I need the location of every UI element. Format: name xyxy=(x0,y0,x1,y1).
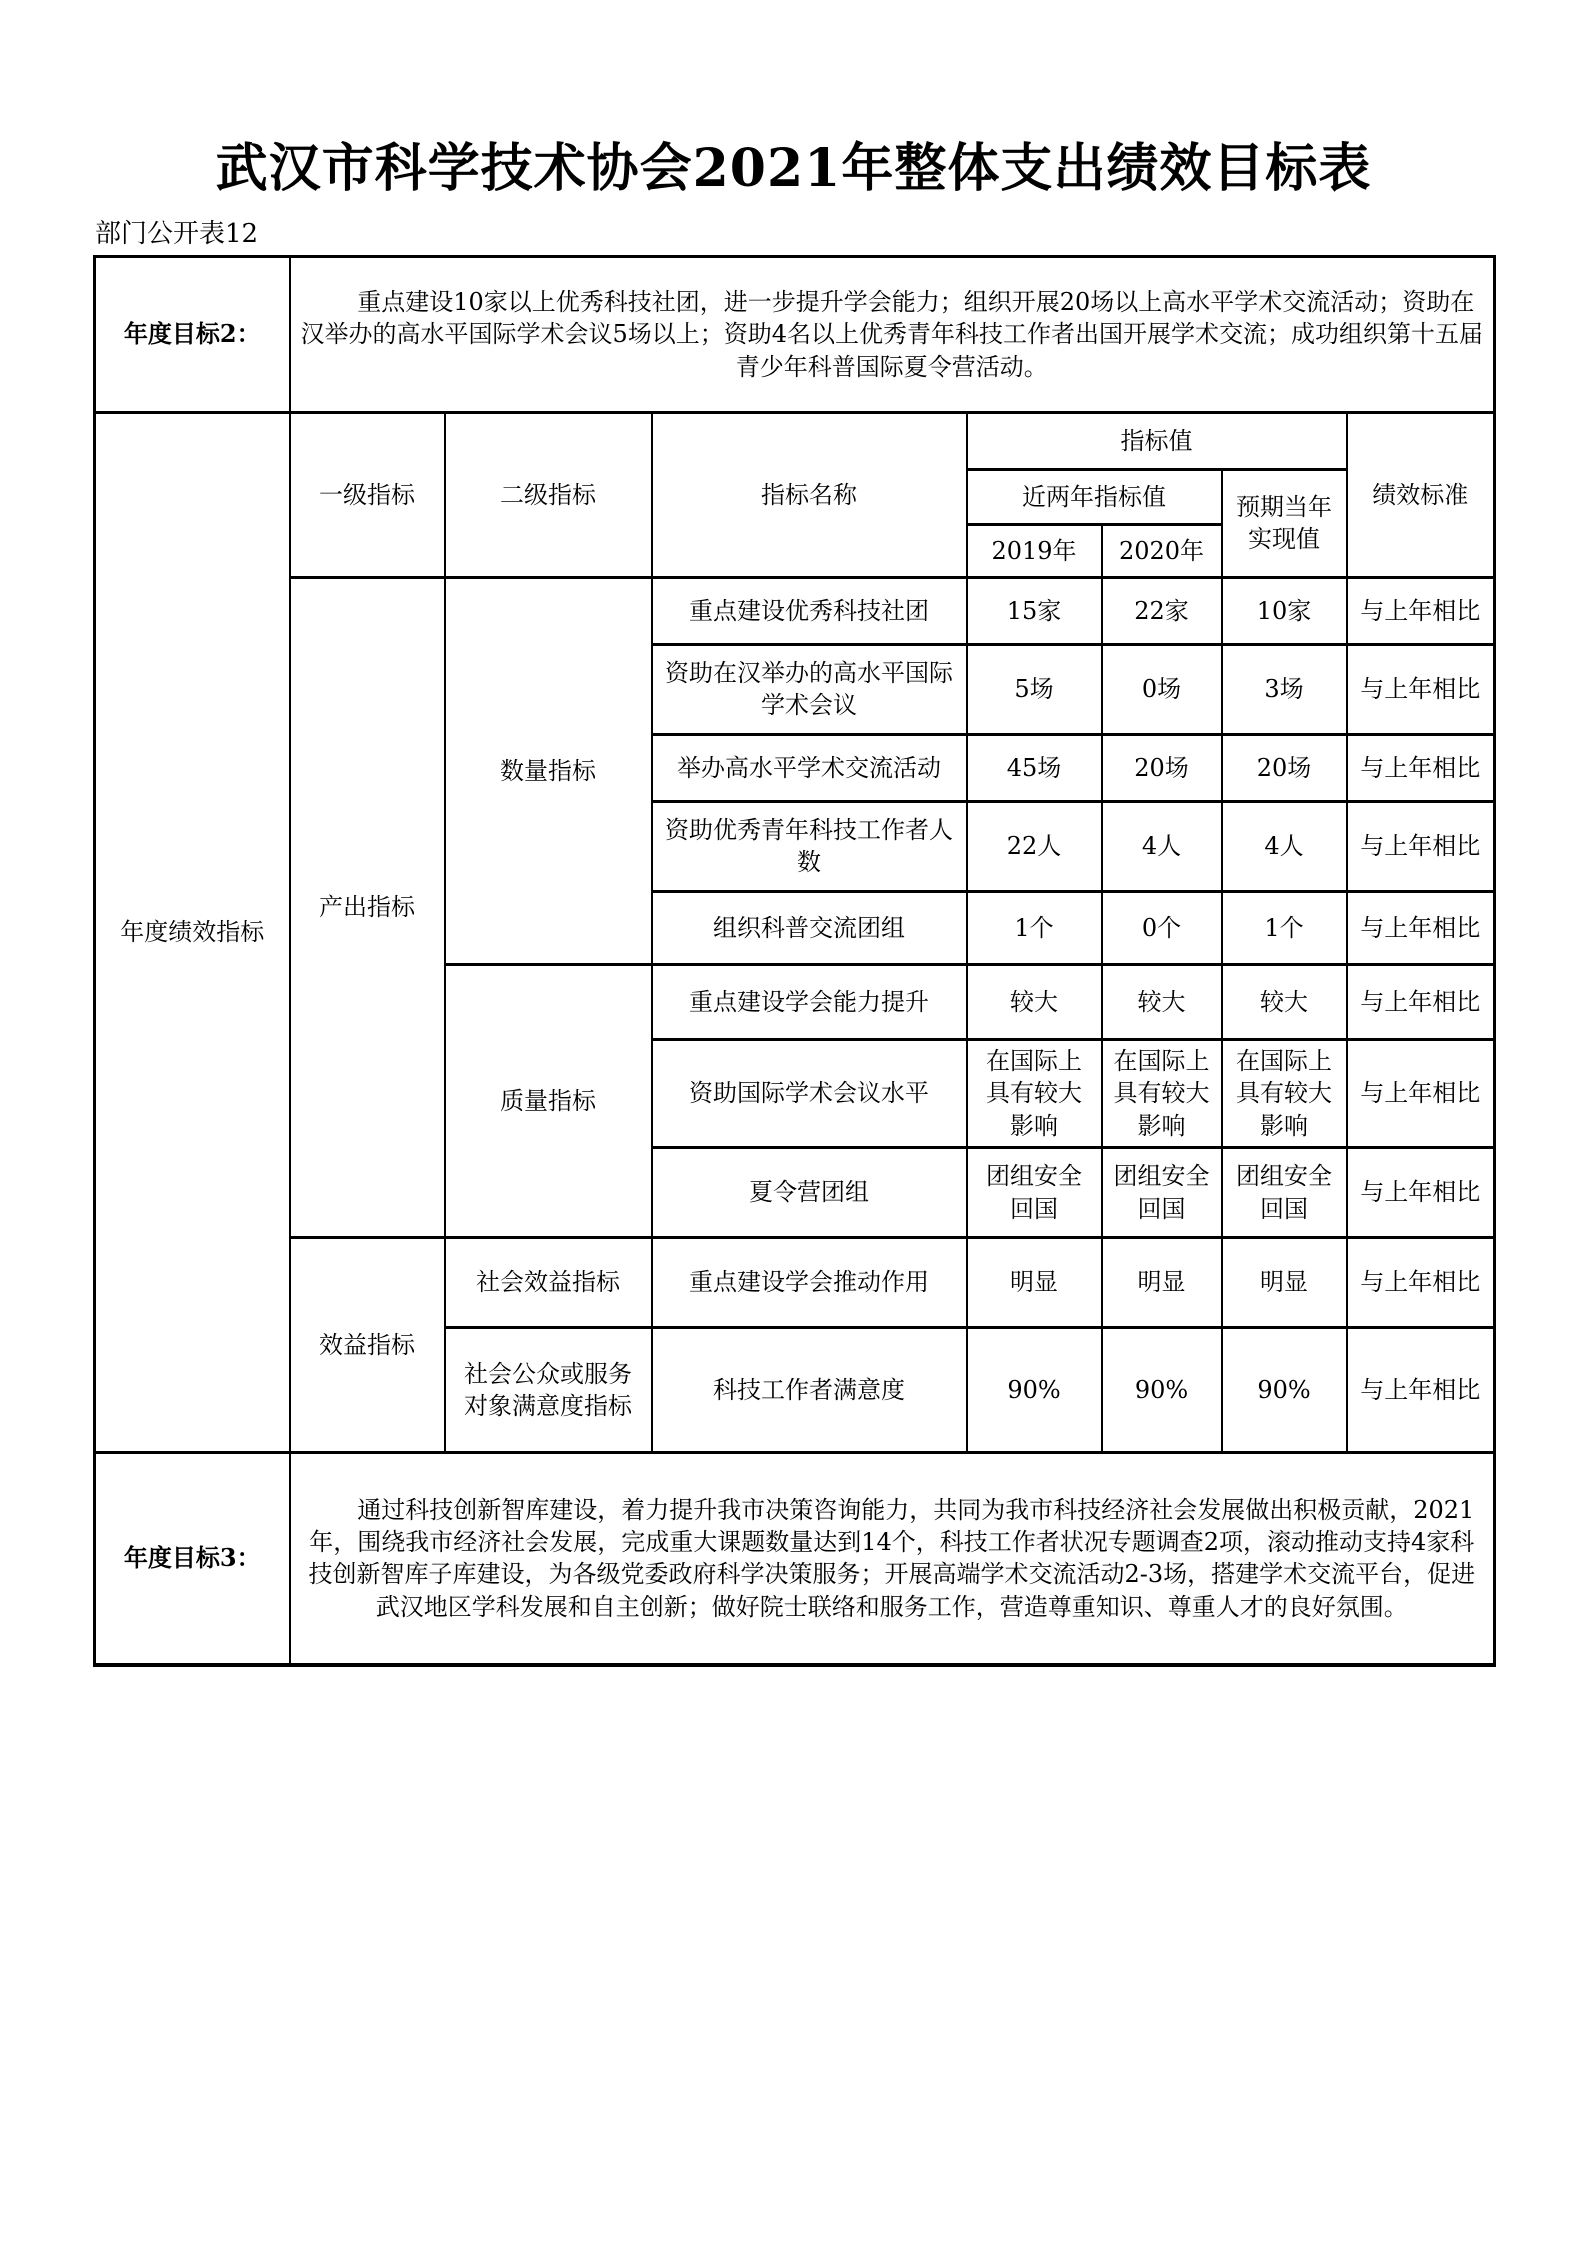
performance-target-table xyxy=(93,255,1496,1667)
indicator-name-cell: 重点建设学会推动作用 xyxy=(652,1238,967,1328)
standard-cell: 与上年相比 xyxy=(1347,577,1495,644)
value-2019-cell: 22人 xyxy=(967,801,1102,891)
value-2019-cell: 团组安全回国 xyxy=(967,1148,1102,1238)
header-recent-two-years: 近两年指标值 xyxy=(967,469,1222,524)
header-indicator-name: 指标名称 xyxy=(652,412,967,577)
value-2019-cell: 较大 xyxy=(967,964,1102,1039)
value-2020-cell: 4人 xyxy=(1102,801,1222,891)
level2-cell: 社会效益指标 xyxy=(445,1238,652,1328)
header-level1: 一级指标 xyxy=(290,412,445,577)
expected-value-cell: 较大 xyxy=(1222,964,1347,1039)
value-2020-cell: 明显 xyxy=(1102,1238,1222,1328)
goal2-text: 重点建设10家以上优秀科技社团，进一步提升学会能力；组织开展20场以上高水平学术交流活动；资助在汉举办的高水平国际学术会议5场以上；资助4名以上优秀青年科技工作者出国开展学术交流；成功组织第十五届青少年科普国际夏令营活动。 xyxy=(290,256,1495,412)
indicator-name-cell: 资助优秀青年科技工作者人数 xyxy=(652,801,967,891)
standard-cell: 与上年相比 xyxy=(1347,1148,1495,1238)
goal3-row xyxy=(95,1453,1495,1665)
goal2-label: 年度目标2： xyxy=(95,256,290,412)
value-2019-cell: 5场 xyxy=(967,644,1102,734)
value-2020-cell: 90% xyxy=(1102,1328,1222,1453)
indicator-name-cell: 组织科普交流团组 xyxy=(652,891,967,964)
value-2019-cell: 明显 xyxy=(967,1238,1102,1328)
value-2020-cell: 22家 xyxy=(1102,577,1222,644)
goal2-row xyxy=(95,256,1495,412)
value-2020-cell: 较大 xyxy=(1102,964,1222,1039)
indicator-header-row-1 xyxy=(95,412,1495,469)
expected-value-cell: 3场 xyxy=(1222,644,1347,734)
header-expected-value: 预期当年实现值 xyxy=(1222,469,1347,577)
standard-cell: 与上年相比 xyxy=(1347,1039,1495,1147)
header-performance-standard: 绩效标准 xyxy=(1347,412,1495,577)
indicator-name-cell: 举办高水平学术交流活动 xyxy=(652,734,967,801)
value-2020-cell: 0场 xyxy=(1102,644,1222,734)
expected-value-cell: 90% xyxy=(1222,1328,1347,1453)
level2-cell: 社会公众或服务对象满意度指标 xyxy=(445,1328,652,1453)
indicator-row xyxy=(95,577,1495,644)
standard-cell: 与上年相比 xyxy=(1347,801,1495,891)
indicator-name-cell: 重点建设学会能力提升 xyxy=(652,964,967,1039)
expected-value-cell: 在国际上具有较大影响 xyxy=(1222,1039,1347,1147)
goal3-label: 年度目标3： xyxy=(95,1453,290,1665)
header-level2: 二级指标 xyxy=(445,412,652,577)
value-2020-cell: 20场 xyxy=(1102,734,1222,801)
value-2019-cell: 在国际上具有较大影响 xyxy=(967,1039,1102,1147)
level1-cell: 产出指标 xyxy=(290,577,445,1237)
indicator-row xyxy=(95,1238,1495,1328)
header-year-2019: 2019年 xyxy=(967,524,1102,577)
standard-cell: 与上年相比 xyxy=(1347,1238,1495,1328)
standard-cell: 与上年相比 xyxy=(1347,734,1495,801)
level2-cell: 数量指标 xyxy=(445,577,652,964)
indicator-name-cell: 资助国际学术会议水平 xyxy=(652,1039,967,1147)
page-title: 武汉市科学技术协会2021年整体支出绩效目标表 xyxy=(215,138,1372,199)
value-2020-cell: 团组安全回国 xyxy=(1102,1148,1222,1238)
standard-cell: 与上年相比 xyxy=(1347,891,1495,964)
level1-cell: 效益指标 xyxy=(290,1238,445,1453)
value-2020-cell: 0个 xyxy=(1102,891,1222,964)
value-2020-cell: 在国际上具有较大影响 xyxy=(1102,1039,1222,1147)
value-2019-cell: 45场 xyxy=(967,734,1102,801)
table-label: 部门公开表12 xyxy=(95,219,259,250)
expected-value-cell: 团组安全回国 xyxy=(1222,1148,1347,1238)
header-indicator-value: 指标值 xyxy=(967,412,1347,469)
indicator-name-cell: 资助在汉举办的高水平国际学术会议 xyxy=(652,644,967,734)
indicator-name-cell: 夏令营团组 xyxy=(652,1148,967,1238)
indicator-name-cell: 科技工作者满意度 xyxy=(652,1328,967,1453)
standard-cell: 与上年相比 xyxy=(1347,964,1495,1039)
value-2019-cell: 90% xyxy=(967,1328,1102,1453)
expected-value-cell: 1个 xyxy=(1222,891,1347,964)
value-2019-cell: 1个 xyxy=(967,891,1102,964)
header-year-2020: 2020年 xyxy=(1102,524,1222,577)
expected-value-cell: 10家 xyxy=(1222,577,1347,644)
standard-cell: 与上年相比 xyxy=(1347,644,1495,734)
level2-cell: 质量指标 xyxy=(445,964,652,1237)
goal3-text: 通过科技创新智库建设，着力提升我市决策咨询能力，共同为我市科技经济社会发展做出积极贡献，2021年，围绕我市经济社会发展，完成重大课题数量达到14个，科技工作者状况专题调查2项，滚动推动支持4家科技创新智库子库建设，为各级党委政府科学决策服务；开展高端学术交流活动2-3场，搭建学术交流平台，促进武汉地区学科发展和自主创新；做好院士联络和服务工作，营造尊重知识、尊重人才的良好氛围。 xyxy=(290,1453,1495,1665)
value-2019-cell: 15家 xyxy=(967,577,1102,644)
expected-value-cell: 明显 xyxy=(1222,1238,1347,1328)
expected-value-cell: 20场 xyxy=(1222,734,1347,801)
standard-cell: 与上年相比 xyxy=(1347,1328,1495,1453)
expected-value-cell: 4人 xyxy=(1222,801,1347,891)
annual-performance-indicators-label: 年度绩效指标 xyxy=(95,412,290,1452)
indicator-name-cell: 重点建设优秀科技社团 xyxy=(652,577,967,644)
